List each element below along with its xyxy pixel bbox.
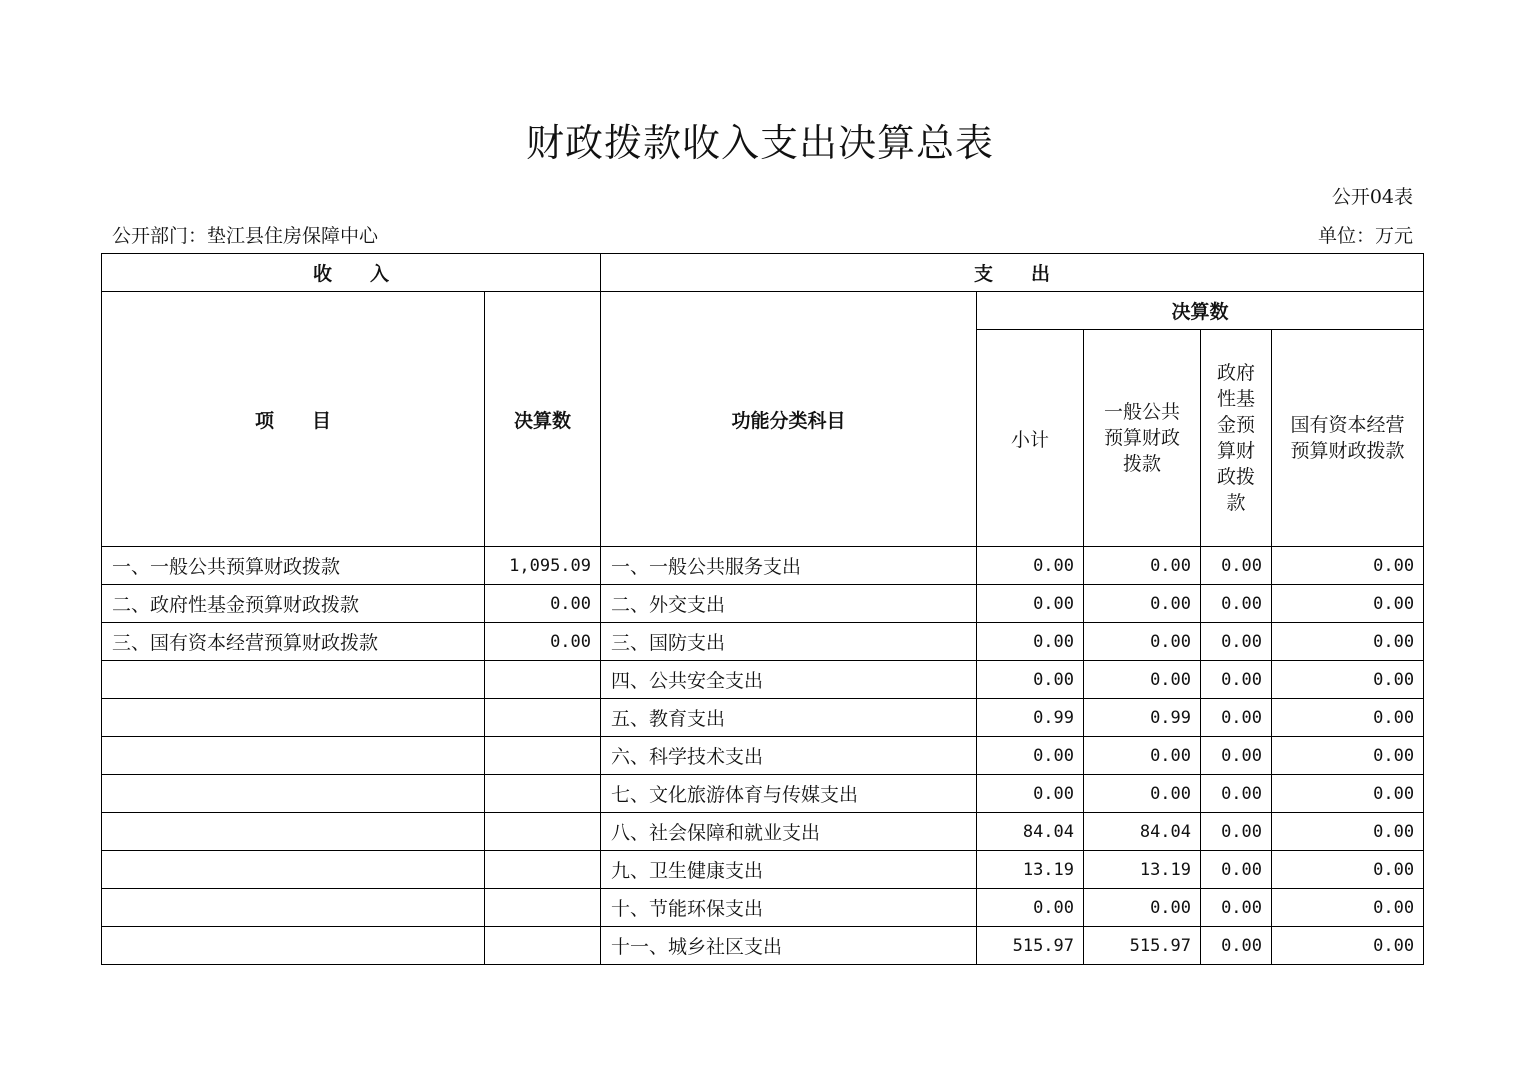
- expense-header: 支 出: [601, 254, 1424, 292]
- general-public-cell: 515.97: [1084, 927, 1201, 965]
- table-row: [102, 737, 1424, 775]
- subtotal-cell: 13.19: [977, 851, 1084, 889]
- gov-fund-cell: 0.00: [1201, 661, 1272, 699]
- state-capital-cell: 0.00: [1272, 889, 1424, 927]
- state-capital-cell: 0.00: [1272, 813, 1424, 851]
- income-amount-cell: 0.00: [485, 623, 601, 661]
- general-public-cell: 0.00: [1084, 585, 1201, 623]
- table-row: [102, 927, 1424, 965]
- general-public-cell: 0.00: [1084, 661, 1201, 699]
- expense-item-cell: 十一、城乡社区支出: [601, 927, 977, 965]
- income-item-cell: [102, 927, 485, 965]
- expense-item-cell: 二、外交支出: [601, 585, 977, 623]
- department-label: 公开部门：垫江县住房保障中心: [112, 225, 379, 247]
- subtotal-cell: 0.00: [977, 775, 1084, 813]
- gov-fund-cell: 0.00: [1201, 585, 1272, 623]
- state-capital-cell: 0.00: [1272, 547, 1424, 585]
- subtotal-cell: 0.00: [977, 585, 1084, 623]
- income-item-cell: 三、国有资本经营预算财政拨款: [102, 623, 485, 661]
- gov-fund-cell: 0.00: [1201, 889, 1272, 927]
- gov-fund-header: 政府性基金预算财政拨款: [1201, 330, 1272, 547]
- unit-label: 单位：万元: [1317, 225, 1413, 247]
- state-capital-cell: 0.00: [1272, 661, 1424, 699]
- income-amount-header: 决算数: [485, 292, 601, 547]
- income-amount-cell: [485, 927, 601, 965]
- general-public-cell: 0.00: [1084, 737, 1201, 775]
- item-header: 项 目: [102, 292, 485, 547]
- subtotal-cell: 84.04: [977, 813, 1084, 851]
- gov-fund-cell: 0.00: [1201, 775, 1272, 813]
- subtotal-cell: 0.00: [977, 547, 1084, 585]
- subtotal-cell: 515.97: [977, 927, 1084, 965]
- general-public-cell: 0.00: [1084, 889, 1201, 927]
- state-capital-header: 国有资本经营预算财政拨款: [1272, 330, 1424, 547]
- income-amount-cell: [485, 661, 601, 699]
- table-row: [102, 585, 1424, 623]
- header-row-1: [102, 254, 1424, 292]
- general-public-cell: 0.00: [1084, 775, 1201, 813]
- budget-table: [101, 253, 1424, 965]
- state-capital-cell: 0.00: [1272, 927, 1424, 965]
- gov-fund-cell: 0.00: [1201, 813, 1272, 851]
- income-item-cell: 二、政府性基金预算财政拨款: [102, 585, 485, 623]
- subtotal-cell: 0.99: [977, 699, 1084, 737]
- general-public-cell: 84.04: [1084, 813, 1201, 851]
- state-capital-cell: 0.00: [1272, 775, 1424, 813]
- expense-item-cell: 七、文化旅游体育与传媒支出: [601, 775, 977, 813]
- state-capital-cell: 0.00: [1272, 623, 1424, 661]
- subtotal-header: 小计: [977, 330, 1084, 547]
- expense-item-cell: 一、一般公共服务支出: [601, 547, 977, 585]
- table-row: [102, 813, 1424, 851]
- table-row: [102, 851, 1424, 889]
- subtotal-cell: 0.00: [977, 737, 1084, 775]
- income-amount-cell: [485, 737, 601, 775]
- expense-item-cell: 十、节能环保支出: [601, 889, 977, 927]
- state-capital-cell: 0.00: [1272, 737, 1424, 775]
- function-category-header: 功能分类科目: [601, 292, 977, 547]
- table-row: [102, 775, 1424, 813]
- table-row: [102, 889, 1424, 927]
- table-row: [102, 699, 1424, 737]
- table-row: [102, 661, 1424, 699]
- gov-fund-cell: 0.00: [1201, 927, 1272, 965]
- subtotal-cell: 0.00: [977, 661, 1084, 699]
- income-item-cell: [102, 889, 485, 927]
- income-amount-cell: [485, 889, 601, 927]
- expense-item-cell: 五、教育支出: [601, 699, 977, 737]
- income-amount-cell: 0.00: [485, 585, 601, 623]
- income-item-cell: [102, 661, 485, 699]
- state-capital-cell: 0.00: [1272, 585, 1424, 623]
- expense-item-cell: 九、卫生健康支出: [601, 851, 977, 889]
- income-item-cell: 一、一般公共预算财政拨款: [102, 547, 485, 585]
- subtotal-cell: 0.00: [977, 889, 1084, 927]
- final-amount-header: 决算数: [977, 292, 1424, 330]
- income-amount-cell: [485, 775, 601, 813]
- form-number: 公开04表: [1331, 186, 1413, 208]
- general-public-header: 一般公共预算财政拨款: [1084, 330, 1201, 547]
- income-item-cell: [102, 699, 485, 737]
- gov-fund-cell: 0.00: [1201, 851, 1272, 889]
- expense-item-cell: 八、社会保障和就业支出: [601, 813, 977, 851]
- state-capital-cell: 0.00: [1272, 699, 1424, 737]
- income-amount-cell: [485, 813, 601, 851]
- general-public-cell: 0.00: [1084, 623, 1201, 661]
- general-public-cell: 0.99: [1084, 699, 1201, 737]
- state-capital-cell: 0.00: [1272, 851, 1424, 889]
- gov-fund-cell: 0.00: [1201, 547, 1272, 585]
- income-item-cell: [102, 851, 485, 889]
- income-header: 收 入: [102, 254, 601, 292]
- expense-item-cell: 六、科学技术支出: [601, 737, 977, 775]
- table-row: [102, 623, 1424, 661]
- income-item-cell: [102, 813, 485, 851]
- general-public-cell: 0.00: [1084, 547, 1201, 585]
- gov-fund-cell: 0.00: [1201, 623, 1272, 661]
- subtotal-cell: 0.00: [977, 623, 1084, 661]
- income-item-cell: [102, 775, 485, 813]
- gov-fund-cell: 0.00: [1201, 737, 1272, 775]
- expense-item-cell: 三、国防支出: [601, 623, 977, 661]
- income-amount-cell: [485, 851, 601, 889]
- table-row: [102, 547, 1424, 585]
- income-amount-cell: 1,095.09: [485, 547, 601, 585]
- expense-item-cell: 四、公共安全支出: [601, 661, 977, 699]
- general-public-cell: 13.19: [1084, 851, 1201, 889]
- income-item-cell: [102, 737, 485, 775]
- header-row-2: [102, 292, 1424, 330]
- income-amount-cell: [485, 699, 601, 737]
- page-title: 财政拨款收入支出决算总表: [525, 121, 994, 165]
- gov-fund-cell: 0.00: [1201, 699, 1272, 737]
